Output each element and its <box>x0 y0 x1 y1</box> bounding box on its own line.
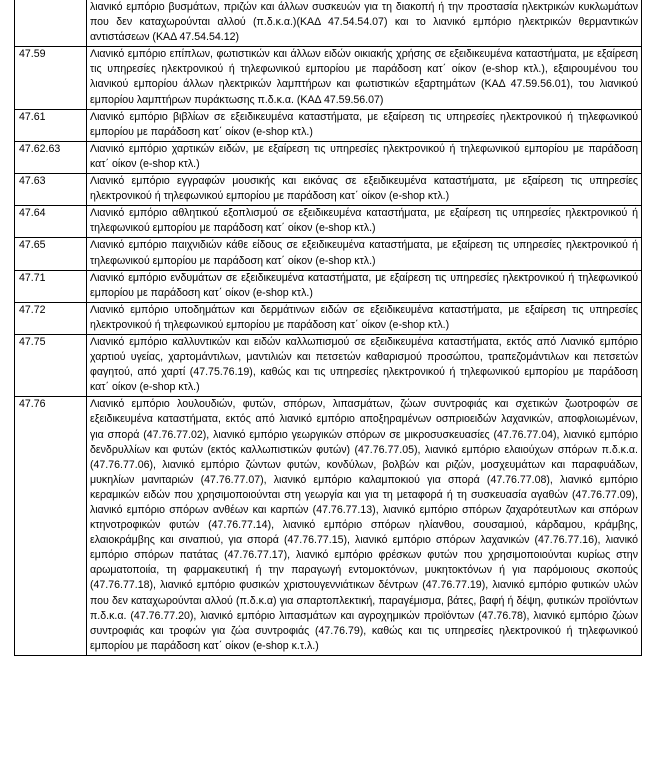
table-row <box>15 141 642 173</box>
description-cell: Λιανικό εμπόριο ενδυμάτων σε εξειδικευμένα καταστήματα, με εξαίρεση τις υπηρεσίες ηλεκτρονικού ή τηλεφωνικού εμπορίου με παράδοση κατ΄ οίκον (e-shop κτλ.) <box>87 270 642 302</box>
code-cell: 47.65 <box>15 238 87 270</box>
code-cell: 47.64 <box>15 206 87 238</box>
table-row <box>15 0 642 47</box>
table-row <box>15 397 642 656</box>
activity-codes-table <box>14 0 642 656</box>
description-cell: Λιανικό εμπόριο επίπλων, φωτιστικών και άλλων ειδών οικιακής χρήσης σε εξειδικευμένα καταστήματα, με εξαίρεση τις υπηρεσίες ηλεκτρονικού ή τηλεφωνικού εμπορίου με παράδοση κατ΄ οίκον (e-shop κτλ.), εξαιρουμένου του λιανικού εμπορίου άλλων ηλεκτρικών λαμπτήρων και φωτιστικών εξαρτημάτων (ΚΑΔ 47.59.56.01), του λιανικού εμπορίου λαμπτήρων πυράκτωσης π.δ.κ.α. (ΚΑΔ 47.59.56.07) <box>87 47 642 109</box>
description-cell: Λιανικό εμπόριο λουλουδιών, φυτών, σπόρων, λιπασμάτων, ζώων συντροφιάς και σχετικών ζωοτροφών σε εξειδικευμένα καταστήματα, εκτός από λιανικό εμπόριο αποξηραμένων οσπριοειδών λαχανικών, αποφλοιωμένων, για σπορά (47.76.77.02), λιανικό εμπόριο γεωργικών σπόρων σε μικροσυσκευασίες (47.76.77.04), λιανικό εμπόριο δενδρυλλίων και φυτών (εκτός καλλωπιστικών φυτών) (47.76.77.05), λιανικό εμπόριο ελαιούχων σπόρων π.δ.κ.α. (47.76.77.06), λιανικό εμπόριο ζώντων φυτών, κονδύλων, βολβών και ριζών, μοσχευμάτων και παραφυάδων, μυκηλίων μανιταριών (47.76.77.07), λιανικό εμπόριο καλαμποκιού για σπορά (47.76.77.08), λιανικό εμπόριο κεραμικών ειδών που χρησιμοποιούνται στη γεωργία και για τη μεταφορά ή τη συσκευασία αγαθών (47.76.77.09), λιανικό εμπόριο σπόρων ανθέων και καρπών (47.76.77.13), λιανικό εμπόριο σπόρων ζαχαρότευτλων και σπόρων κτηνοτροφικών φυτών (47.76.77.14), λιανικό εμπόριο σπόρων ηλίανθου, σουσαμιού, κάρδαμου, κράμβης, ελαιοκράμβης και σιναπιού, για σπορά (47.76.77.15), λιανικό εμπόριο σπόρων λαχανικών (47.76.77.16), λιανικό εμπόριο σπόρων πατάτας (47.76.77.17), λιανικό εμπόριο φρέσκων φυτών που χρησιμοποιούνται κυρίως στην αρωματοποιία, τη φαρμακευτική ή την παραγωγή εντομοκτόνων, μυκητοκτόνων ή για παρόμοιους σκοπούς (47.76.77.18), λιανικό εμπόριο φυσικών χριστουγεννιάτικων δέντρων (47.76.77.19), λιανικό εμπόριο φυτικών υλών που δεν καταχωρούνται αλλού (π.δ.κ.α) για σπαρτοπλεκτική, παραγέμισμα, βάτες, βαφή ή δέψη, φυτικών προϊόντων π.δ.κ.α. (47.76.77.20), λιανικό εμπόριο λιπασμάτων και αγροχημικών προϊόντων (47.76.78), λιανικό εμπόριο ζώων συντροφιάς και τροφών για ζώα συντροφιάς (47.76.79), καθώς και τις υπηρεσίες ηλεκτρονικού ή τηλεφωνικού εμπορίου με παράδοση κατ΄ οίκον (e-shop κ.τ.λ.) <box>87 397 642 656</box>
code-cell: 47.63 <box>15 174 87 206</box>
code-cell: 47.75 <box>15 334 87 396</box>
table-row <box>15 174 642 206</box>
table-row <box>15 206 642 238</box>
description-cell: Λιανικό εμπόριο βιβλίων σε εξειδικευμένα καταστήματα, με εξαίρεση τις υπηρεσίες ηλεκτρονικού ή τηλεφωνικού εμπορίου με παράδοση κατ΄ οίκον (e-shop κτλ.) <box>87 109 642 141</box>
code-cell: 47.76 <box>15 397 87 656</box>
description-cell: Λιανικό εμπόριο καλλυντικών και ειδών καλλωπισμού σε εξειδικευμένα καταστήματα, εκτός από Λιανικό εμπόριο χαρτιού υγείας, χαρτομάντιλων, μαντιλιών και πετσετών καθαρισμού προσώπου, τραπεζομάντιλων και πετσετών φαγητού, από χαρτί (47.75.76.19), καθώς και τις υπηρεσίες ηλεκτρονικού ή τηλεφωνικού εμπορίου με παράδοση κατ΄ οίκον (e-shop κτλ.) <box>87 334 642 396</box>
table-row <box>15 47 642 109</box>
description-cell: Λιανικό εμπόριο υποδημάτων και δερμάτινων ειδών σε εξειδικευμένα καταστήματα, με εξαίρεση τις υπηρεσίες ηλεκτρονικού ή τηλεφωνικού εμπορίου με παράδοση κατ΄ οίκον (e-shop κτλ.) <box>87 302 642 334</box>
code-cell: 47.62.63 <box>15 141 87 173</box>
table-row <box>15 109 642 141</box>
code-cell <box>15 0 87 47</box>
table-row <box>15 270 642 302</box>
code-cell: 47.59 <box>15 47 87 109</box>
table-row <box>15 302 642 334</box>
document-page <box>14 0 642 656</box>
code-cell: 47.72 <box>15 302 87 334</box>
description-cell: Λιανικό εμπόριο παιχνιδιών κάθε είδους σε εξειδικευμένα καταστήματα, με εξαίρεση τις υπηρεσίες ηλεκτρονικού ή τηλεφωνικού εμπορίου με παράδοση κατ΄ οίκον (e-shop κτλ.) <box>87 238 642 270</box>
description-cell: Λιανικό εμπόριο χαρτικών ειδών, με εξαίρεση τις υπηρεσίες ηλεκτρονικού ή τηλεφωνικού εμπορίου με παράδοση κατ΄ οίκον (e-shop κτλ.) <box>87 141 642 173</box>
table-row <box>15 334 642 396</box>
description-cell: Λιανικό εμπόριο εγγραφών μουσικής και εικόνας σε εξειδικευμένα καταστήματα, με εξαίρεση τις υπηρεσίες ηλεκτρονικού ή τηλεφωνικού εμπορίου με παράδοση κατ΄ οίκον (e-shop κτλ.) <box>87 174 642 206</box>
code-cell: 47.71 <box>15 270 87 302</box>
description-cell: λιανικό εμπόριο βυσμάτων, πριζών και άλλων συσκευών για τη διακοπή ή την προστασία ηλεκτρικών κυκλωμάτων που δεν καταχωρούνται αλλού (π.δ.κ.α.)(ΚΑΔ 47.54.54.07) και το λιανικό εμπόριο ηλεκτρικών θερμαντικών αντιστάσεων (ΚΑΔ 47.54.54.12) <box>87 0 642 47</box>
description-cell: Λιανικό εμπόριο αθλητικού εξοπλισμού σε εξειδικευμένα καταστήματα, με εξαίρεση τις υπηρεσίες ηλεκτρονικού ή τηλεφωνικού εμπορίου με παράδοση κατ΄ οίκον (e-shop κτλ.) <box>87 206 642 238</box>
code-cell: 47.61 <box>15 109 87 141</box>
table-row <box>15 238 642 270</box>
